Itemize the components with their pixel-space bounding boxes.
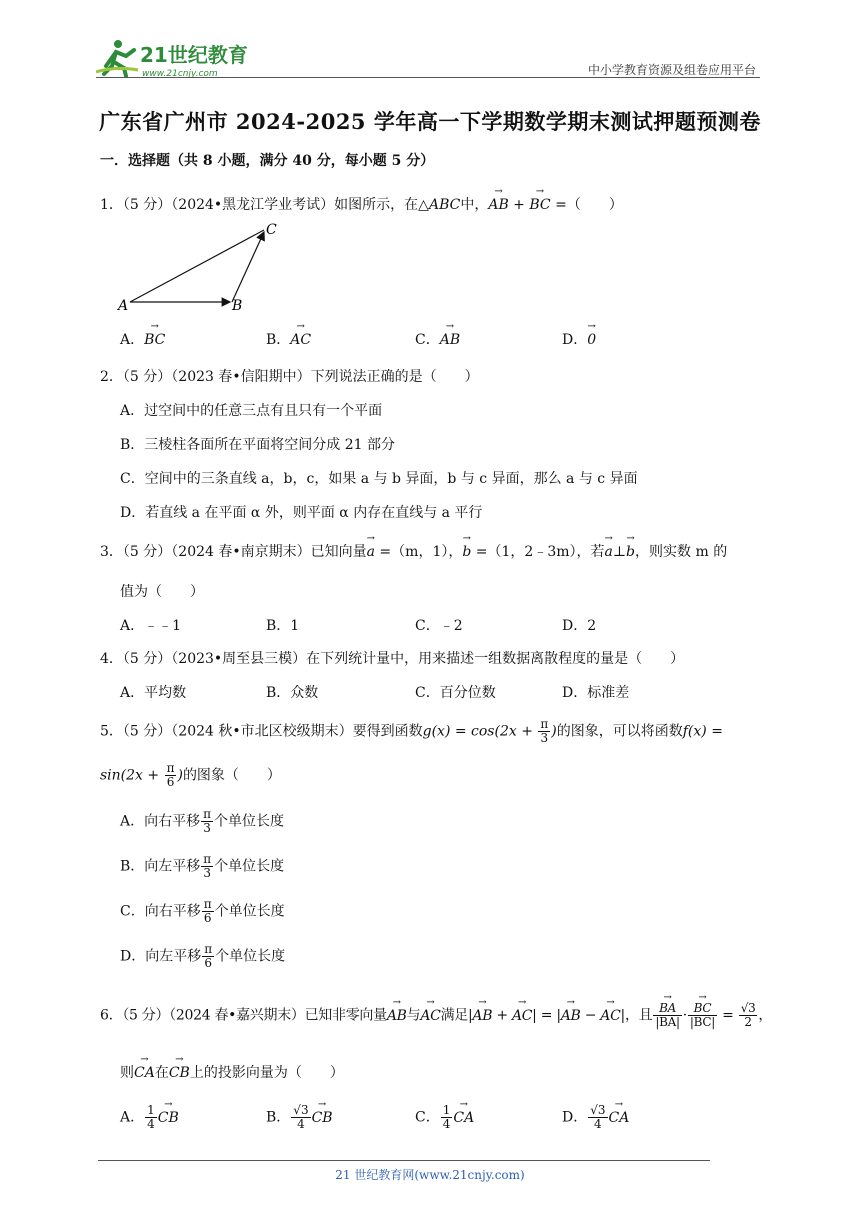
runner-logo-icon <box>96 36 266 80</box>
point-c-label: C <box>266 222 277 238</box>
question-6: 6．（5 分）（2024 春•嘉兴期末）已知非零向量→ AB与→ AC满足|→ AB + → AC| = |→ AB − → AC|，且 → $\frac{BA}{|BA|}$ · → $\frac{BC}{|BC|}$ = $\frac{√3}{2}$ ， <box>100 1002 772 1029</box>
q1-option-c[interactable]: C．→ AB <box>415 329 460 349</box>
q5-option-a[interactable]: A．向右平移 $\frac{\pi}{3}$ 个单位长度 <box>120 807 285 835</box>
question-3-line2: 值为（ ） <box>120 584 204 600</box>
q1-option-a[interactable]: A．→ BC <box>120 329 165 349</box>
q3-option-c[interactable]: C．﹣2 <box>415 618 463 634</box>
question-1: 1．（5 分）（2024•黑龙江学业考试）如图所示，在△ABC中，→ AB + → BC =（ ） <box>100 194 623 214</box>
q2-option-d[interactable]: D．若直线 a 在平面 α 外，则平面 α 内存在直线与 a 平行 <box>120 505 483 521</box>
header-divider <box>96 77 760 78</box>
q4-option-a[interactable]: A．平均数 <box>120 685 187 701</box>
segment-ac <box>130 230 264 302</box>
point-b-label: B <box>232 298 243 314</box>
site-logo <box>96 36 266 80</box>
q6-option-c[interactable]: C． $\frac{1}{4}$ → CA <box>415 1104 474 1131</box>
question-6-line2: 则→ CA在→ CB上的投影向量为（ ） <box>120 1062 344 1082</box>
q2-option-a[interactable]: A．过空间中的任意三点有且只有一个平面 <box>120 403 383 419</box>
svg-text:21世纪教育: 21世纪教育 <box>140 43 248 67</box>
section-heading: 一．选择题（共 8 小题，满分 40 分，每小题 5 分） <box>100 153 435 169</box>
question-5-line2: sin(2x + $\frac{\pi}{6}$ )的图象（ ） <box>100 761 281 789</box>
q3-option-a[interactable]: A．﹣﹣1 <box>120 618 182 634</box>
point-a-label: A <box>118 298 129 314</box>
q2-option-c[interactable]: C．空间中的三条直线 a，b，c，如果 a 与 b 异面，b 与 c 异面，那么 a 与 c 异面 <box>120 471 638 487</box>
q1-option-d[interactable]: D．→ 0 <box>562 329 596 349</box>
q3-option-d[interactable]: D．2 <box>562 618 597 634</box>
question-5: 5．（5 分）（2024 秋•市北区校级期末）要得到函数g(x) = cos(2x + $\frac{\pi}{3}$ )的图象，可以将函数f(x) = <box>100 717 723 745</box>
vector-bc <box>232 232 264 302</box>
q1-option-b[interactable]: B．→ AC <box>266 329 311 349</box>
page-title: 广东省广州市 2024-2025 学年高一下学期数学期末测试押题预测卷 <box>99 109 761 134</box>
footer-divider <box>98 1160 710 1161</box>
q4-option-c[interactable]: C．百分位数 <box>415 685 496 701</box>
q4-option-b[interactable]: B．众数 <box>266 685 319 701</box>
triangle-figure <box>112 218 292 318</box>
q3-option-b[interactable]: B．1 <box>266 618 300 634</box>
q6-option-d[interactable]: D． $\frac{√3}{4}$ → CA <box>562 1104 629 1131</box>
q6-option-b[interactable]: B． $\frac{√3}{4}$ → CB <box>266 1104 333 1131</box>
q5-option-d[interactable]: D．向左平移 $\frac{\pi}{6}$ 个单位长度 <box>120 942 286 970</box>
footer-link[interactable]: 21 世纪教育网(www.21cnjy.com) <box>335 1168 525 1182</box>
question-2: 2．（5 分）（2023 春•信阳期中）下列说法正确的是（ ） <box>100 369 479 385</box>
q4-option-d[interactable]: D．标准差 <box>562 685 630 701</box>
q2-option-b[interactable]: B．三棱柱各面所在平面将空间分成 21 部分 <box>120 437 396 453</box>
question-4: 4．（5 分）（2023•周至县三模）在下列统计量中，用来描述一组数据离散程度的量是（ ） <box>100 651 685 667</box>
q6-option-a[interactable]: A． $\frac{1}{4}$ → CB <box>120 1104 179 1131</box>
question-3: 3．（5 分）（2024 春•南京期末）已知向量→ a =（m，1），→ b =（1，2﹣3m），若→ a⊥→ b，则实数 m 的 <box>100 541 727 561</box>
q5-option-c[interactable]: C．向右平移 $\frac{\pi}{6}$ 个单位长度 <box>120 897 285 925</box>
q5-option-b[interactable]: B．向左平移 $\frac{\pi}{3}$ 个单位长度 <box>120 852 285 880</box>
svg-text:www.21cnjy.com: www.21cnjy.com <box>142 69 218 79</box>
platform-name: 中小学教育资源及组卷应用平台 <box>587 63 756 77</box>
